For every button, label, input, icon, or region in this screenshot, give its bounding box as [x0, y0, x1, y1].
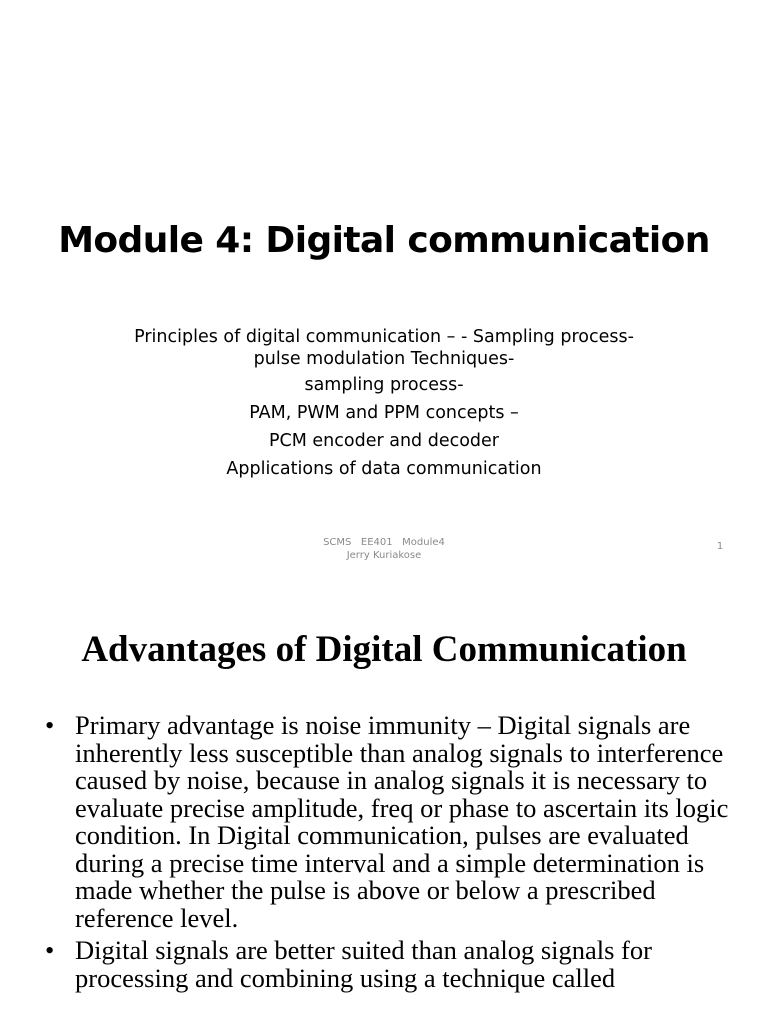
slide-title: Advantages of Digital Communication	[81, 629, 687, 670]
slide-footer	[264, 536, 504, 562]
subtitle-line: Applications of data communication	[226, 459, 542, 479]
bullet-list	[40, 712, 730, 997]
bullet-item	[40, 937, 730, 992]
bullet-item	[40, 712, 730, 932]
subtitle-line: sampling process-	[304, 375, 464, 395]
subtitle-line: PCM encoder and decoder	[268, 431, 499, 451]
subtitle-line: PAM, PWM and PPM concepts –	[249, 403, 519, 423]
bullet-text: Primary advantage is noise immunity – Digital signals are inherently less susceptible than analog signals to interference caused by noise, because in analog signals it is necessary to evaluate precise amplitude, freq or phase to ascertain its logic condition. In Digital communication, pulses are evaluated during a precise time interval and a simple determination is made whether the pulse is above or below a prescribed reference level.	[75, 710, 729, 933]
footer-course: SCMS EE401 Module4	[323, 537, 445, 548]
bullet-icon: •	[45, 935, 55, 965]
slide-subtitle	[120, 326, 648, 486]
bullet-icon: •	[45, 710, 55, 740]
subtitle-line: Principles of digital communication – - Sampling process-pulse modulation Techniques-	[134, 327, 634, 369]
bullet-text: Digital signals are better suited than analog signals for processing and combining using a technique called	[75, 935, 652, 993]
slide-title: Module 4: Digital communication	[58, 220, 710, 261]
footer-author: Jerry Kuriakose	[346, 550, 422, 561]
slide-2	[0, 576, 768, 1024]
page-number: 1	[716, 541, 724, 552]
